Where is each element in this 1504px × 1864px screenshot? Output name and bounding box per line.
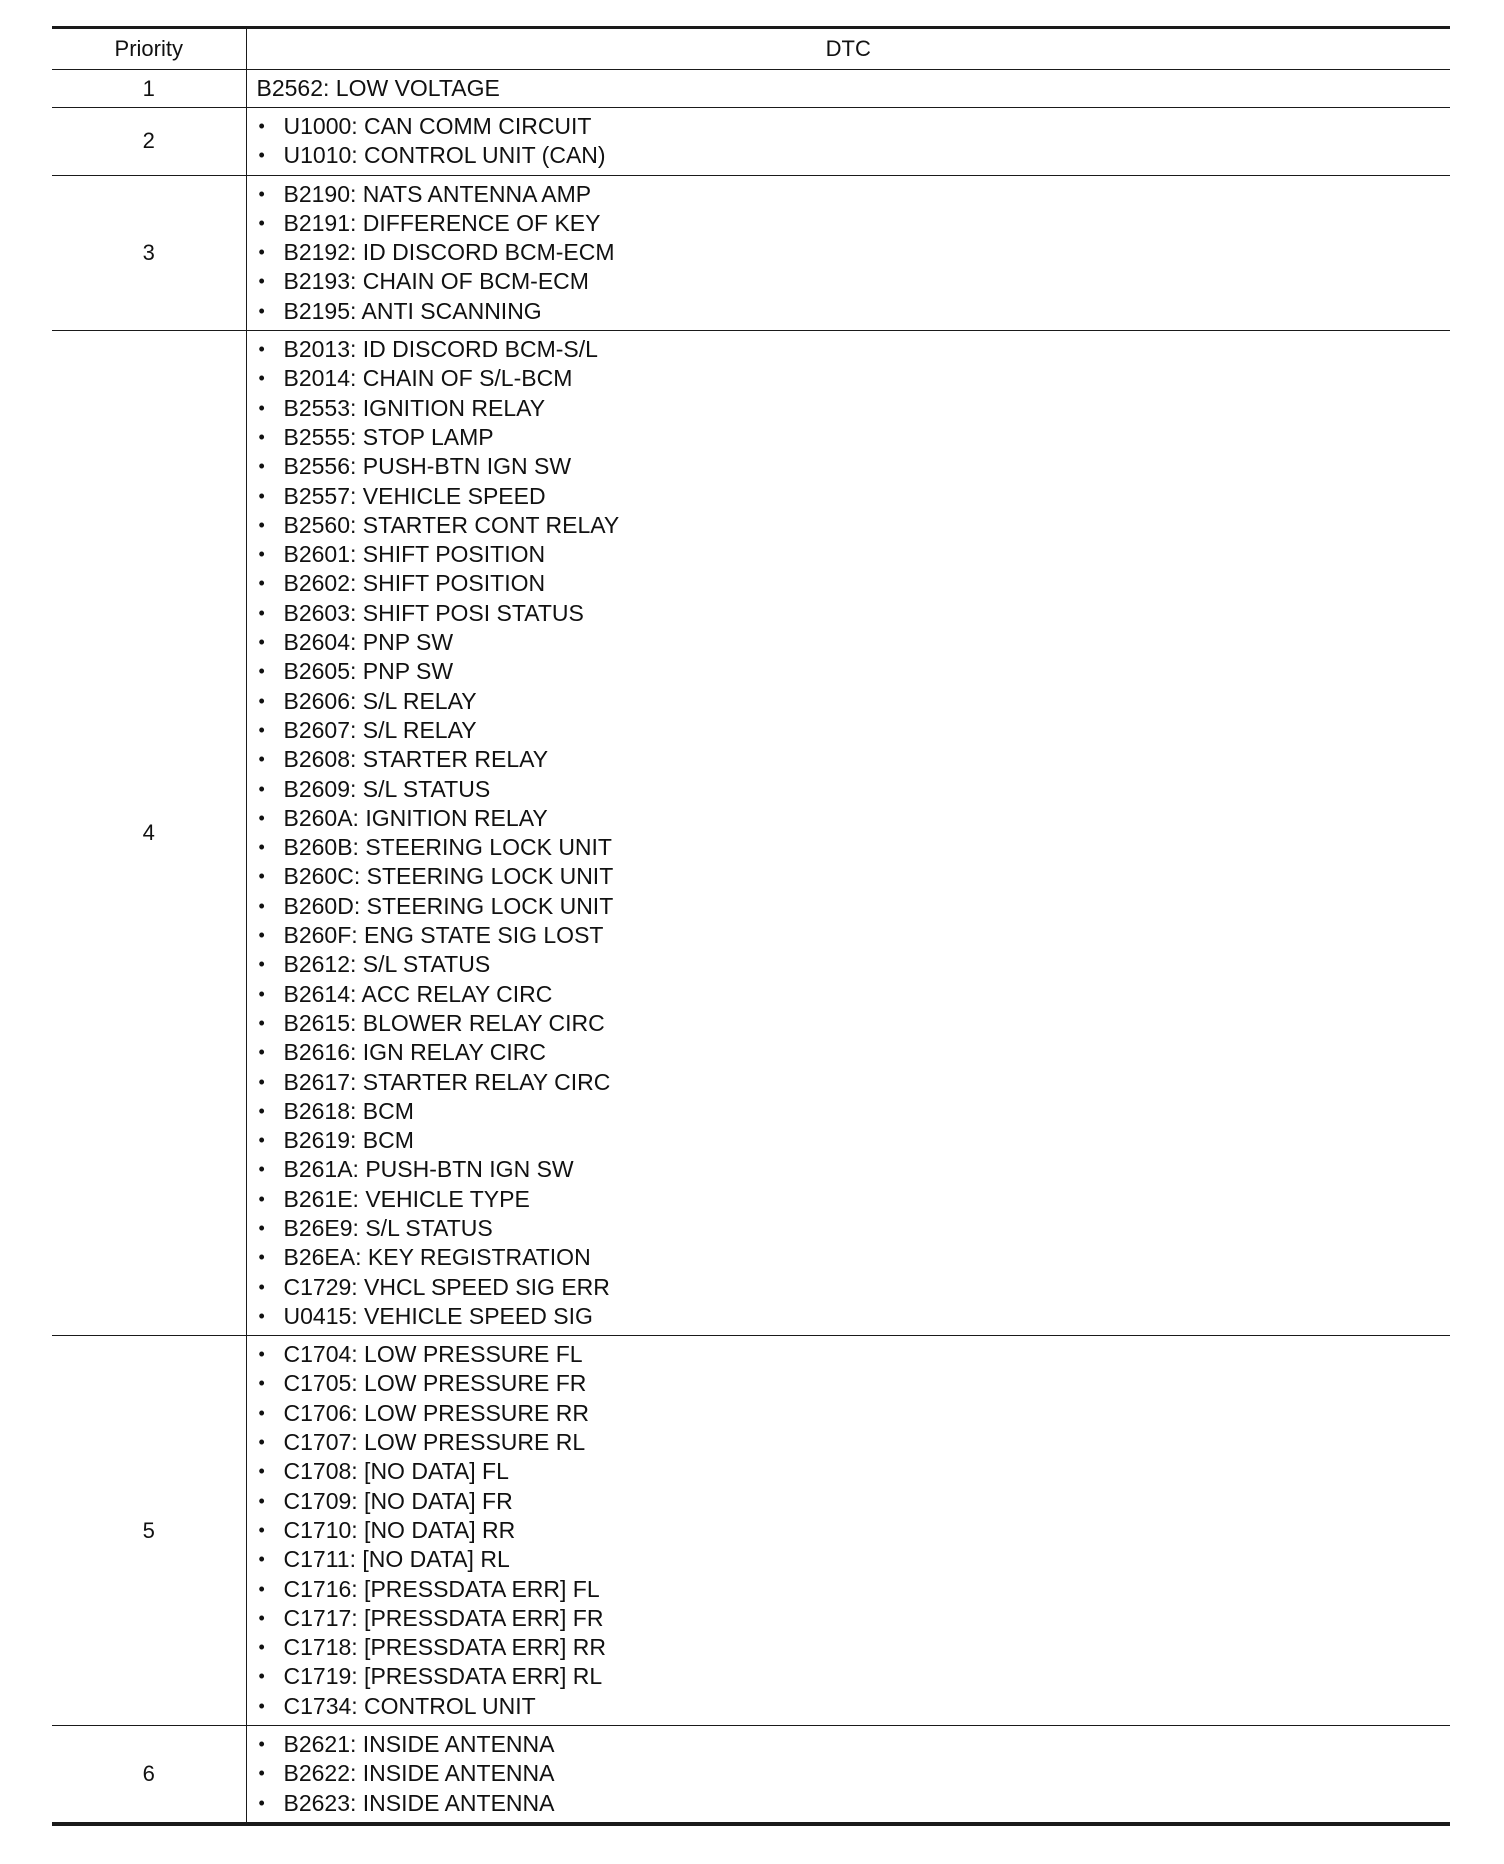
dtc-code-item: • B2618: BCM [257,1097,1451,1126]
dtc-code-list [247,1340,1451,1721]
dtc-code-item: • B2013: ID DISCORD BCM-S/L [257,335,1451,364]
priority-cell: 5 [52,1336,246,1726]
dtc-code-item: • B26EA: KEY REGISTRATION [257,1243,1451,1272]
dtc-code-item: • B2195: ANTI SCANNING [257,297,1451,326]
dtc-code-item: • B260A: IGNITION RELAY [257,804,1451,833]
dtc-code-item: • B2557: VEHICLE SPEED [257,482,1451,511]
dtc-code-item: • U0415: VEHICLE SPEED SIG [257,1302,1451,1331]
dtc-code-item: • C1718: [PRESSDATA ERR] RR [257,1633,1451,1662]
dtc-code-item: • C1706: LOW PRESSURE RR [257,1399,1451,1428]
dtc-priority-table [52,26,1450,1826]
dtc-code-item: • B2602: SHIFT POSITION [257,569,1451,598]
dtc-code-item: • B2621: INSIDE ANTENNA [257,1730,1451,1759]
dtc-code-item: • B2604: PNP SW [257,628,1451,657]
dtc-code-item: • B2623: INSIDE ANTENNA [257,1789,1451,1818]
table-header-row [52,28,1450,70]
dtc-code-item: • B260B: STEERING LOCK UNIT [257,833,1451,862]
dtc-code-item: • U1000: CAN COMM CIRCUIT [257,112,1451,141]
dtc-code-item: • B2612: S/L STATUS [257,950,1451,979]
dtc-code-item: • C1708: [NO DATA] FL [257,1457,1451,1486]
dtc-code-item: • C1717: [PRESSDATA ERR] FR [257,1604,1451,1633]
priority-cell: 6 [52,1726,246,1824]
dtc-code-list [247,112,1451,171]
dtc-code: B2562: LOW VOLTAGE [256,75,500,101]
dtc-code-item: • B2622: INSIDE ANTENNA [257,1759,1451,1788]
dtc-code-item: • B2191: DIFFERENCE OF KEY [257,209,1451,238]
dtc-cell [246,1726,1450,1824]
dtc-column-header: DTC [825,36,871,61]
table-row [52,70,1450,108]
dtc-code-item: • B2619: BCM [257,1126,1451,1155]
dtc-code-item: • B2609: S/L STATUS [257,775,1451,804]
dtc-code-item: • B2606: S/L RELAY [257,687,1451,716]
dtc-cell [246,70,1450,108]
dtc-code-item: • B2608: STARTER RELAY [257,745,1451,774]
dtc-code-item: • B2560: STARTER CONT RELAY [257,511,1451,540]
priority-column-header: Priority [52,28,246,70]
table-row [52,175,1450,330]
dtc-code-item: • B2615: BLOWER RELAY CIRC [257,1009,1451,1038]
dtc-code-item: • C1707: LOW PRESSURE RL [257,1428,1451,1457]
dtc-code-item: • C1716: [PRESSDATA ERR] FL [257,1575,1451,1604]
dtc-code-item: • B260F: ENG STATE SIG LOST [257,921,1451,950]
dtc-code-item: • B2555: STOP LAMP [257,423,1451,452]
dtc-cell [246,331,1450,1336]
dtc-code-item: • B261A: PUSH-BTN IGN SW [257,1155,1451,1184]
dtc-code-item: • B2603: SHIFT POSI STATUS [257,599,1451,628]
table-row [52,1336,1450,1726]
dtc-code-item: • B2190: NATS ANTENNA AMP [257,180,1451,209]
dtc-code-item: • C1709: [NO DATA] FR [257,1487,1451,1516]
dtc-code-item: • C1729: VHCL SPEED SIG ERR [257,1273,1451,1302]
dtc-cell [246,175,1450,330]
dtc-code-item: • B2014: CHAIN OF S/L-BCM [257,364,1451,393]
dtc-code-item: • B2192: ID DISCORD BCM-ECM [257,238,1451,267]
dtc-cell [246,1336,1450,1726]
dtc-code-item: • B2605: PNP SW [257,657,1451,686]
dtc-code-item: • C1711: [NO DATA] RL [257,1545,1451,1574]
dtc-code-item: • B260D: STEERING LOCK UNIT [257,892,1451,921]
priority-cell: 3 [52,175,246,330]
table-body [52,70,1450,1824]
dtc-code-item: • B2616: IGN RELAY CIRC [257,1038,1451,1067]
dtc-code-item: • U1010: CONTROL UNIT (CAN) [257,141,1451,170]
dtc-cell [246,108,1450,176]
dtc-code-item: • B260C: STEERING LOCK UNIT [257,862,1451,891]
priority-cell: 4 [52,331,246,1336]
priority-cell: 2 [52,108,246,176]
dtc-code-item: • B2614: ACC RELAY CIRC [257,980,1451,1009]
dtc-code-list [247,1730,1451,1818]
dtc-code-item: • B2556: PUSH-BTN IGN SW [257,452,1451,481]
table-row [52,108,1450,176]
dtc-code-list [247,180,1451,326]
dtc-code-item: • B2607: S/L RELAY [257,716,1451,745]
dtc-code-item: • C1705: LOW PRESSURE FR [257,1369,1451,1398]
dtc-code-item: • C1710: [NO DATA] RR [257,1516,1451,1545]
dtc-code-item: • B2193: CHAIN OF BCM-ECM [257,267,1451,296]
table-row [52,331,1450,1336]
dtc-code-item: • C1719: [PRESSDATA ERR] RL [257,1662,1451,1691]
dtc-code-list [247,335,1451,1331]
dtc-code-item: • C1734: CONTROL UNIT [257,1692,1451,1721]
dtc-code-item: • B2553: IGNITION RELAY [257,394,1451,423]
priority-cell: 1 [52,70,246,108]
table-row [52,1726,1450,1824]
dtc-code-item: • B2601: SHIFT POSITION [257,540,1451,569]
dtc-code-item: • B2617: STARTER RELAY CIRC [257,1068,1451,1097]
dtc-code-item: • C1704: LOW PRESSURE FL [257,1340,1451,1369]
dtc-code-item: • B26E9: S/L STATUS [257,1214,1451,1243]
dtc-code-item: • B261E: VEHICLE TYPE [257,1185,1451,1214]
